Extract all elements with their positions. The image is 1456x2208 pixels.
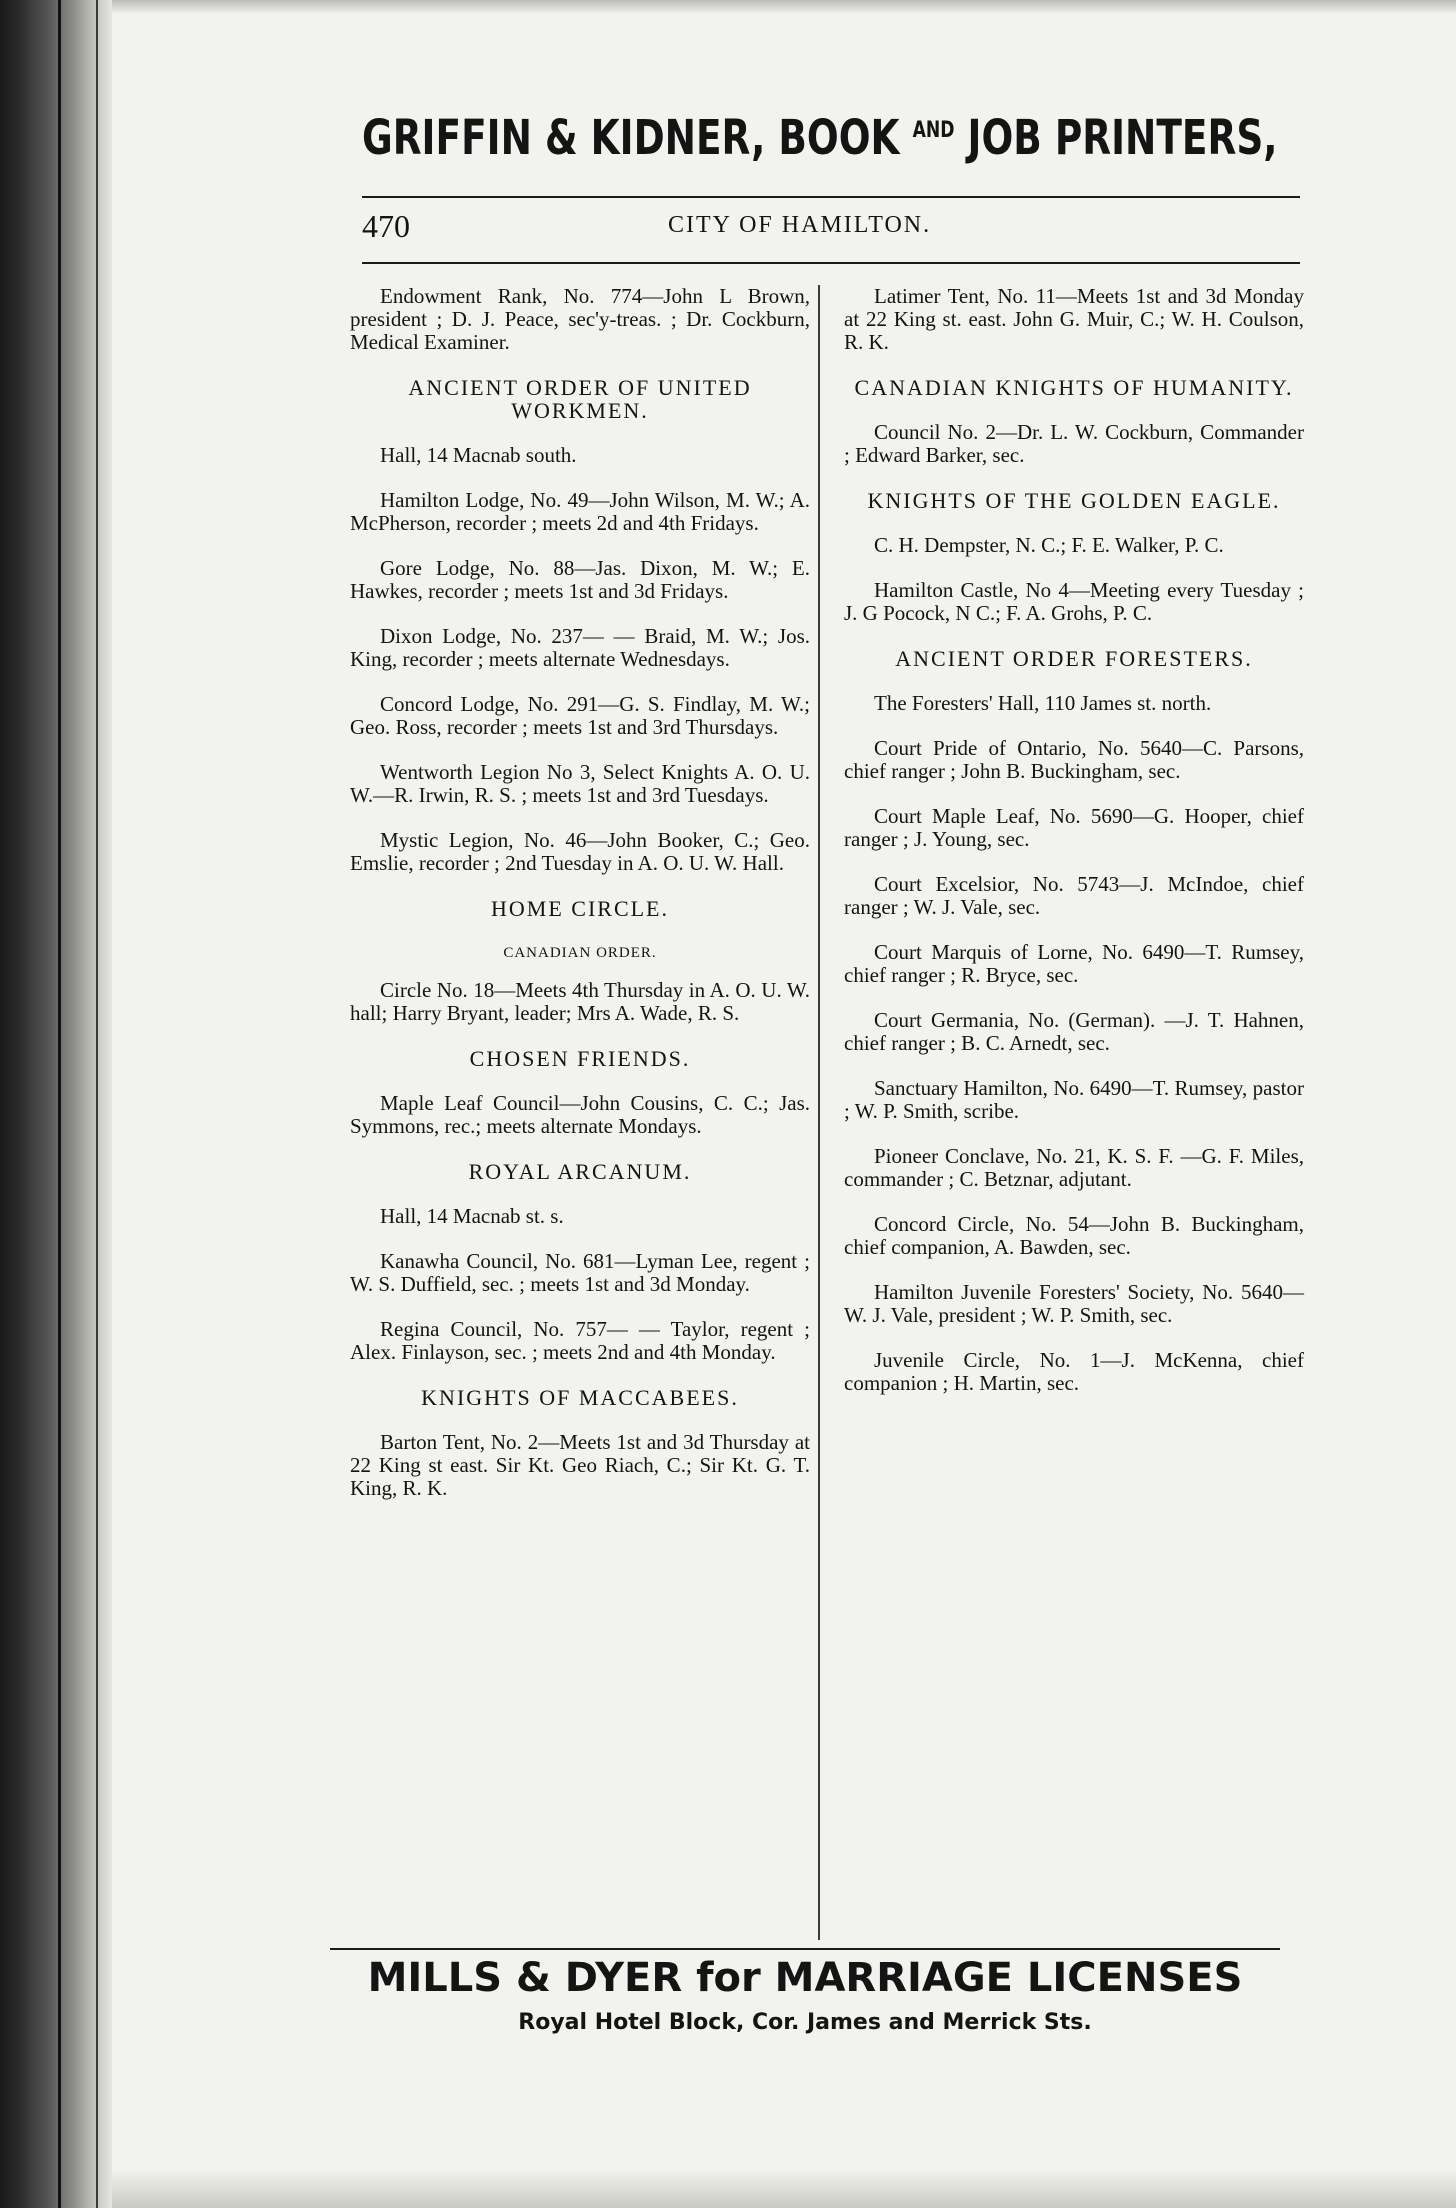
directory-entry: Court Excelsior, No. 5743—J. McIndoe, chief ranger ; W. J. Vale, sec. [844,872,1304,919]
spine-edge-line [96,0,98,2208]
directory-entry: Hamilton Lodge, No. 49—John Wilson, M. W.; A. McPherson, recorder ; meets 2d and 4th Fridays. [350,488,810,535]
directory-entry: C. H. Dempster, N. C.; F. E. Walker, P. C. [874,533,1224,557]
directory-entry: Maple Leaf Council—John Cousins, C. C.; Jas. Symmons, rec.; meets alternate Mondays. [350,1091,810,1138]
header-banner [362,110,1278,166]
directory-entry: The Foresters' Hall, 110 James st. north. [874,691,1212,715]
section-subheading: CANADIAN ORDER. [503,945,657,961]
directory-entry: Hamilton Castle, No 4—Meeting every Tuesday ; J. G Pocock, N C.; F. A. Grohs, P. C. [844,578,1304,625]
directory-entry: Council No. 2—Dr. L. W. Cockburn, Commander ; Edward Barker, sec. [844,420,1304,467]
directory-entry: Pioneer Conclave, No. 21, K. S. F. —G. F. Miles, commander ; C. Betznar, adjutant. [844,1144,1304,1191]
footer-rule [330,1948,1280,1950]
directory-entry: Kanawha Council, No. 681—Lyman Lee, regent ; W. S. Duffield, sec. ; meets 1st and 3d Monday. [350,1249,810,1296]
directory-entry: Regina Council, No. 757— — Taylor, regent ; Alex. Finlayson, sec. ; meets 2nd and 4th Monday. [350,1317,810,1364]
section-heading: CANADIAN KNIGHTS OF HUMANITY. [854,375,1294,400]
column-divider [818,285,820,1940]
header-rule [362,196,1300,198]
directory-entry: Circle No. 18—Meets 4th Thursday in A. O. U. W. hall; Harry Bryant, leader; Mrs A. Wade, R. S. [350,978,810,1025]
directory-entry: Latimer Tent, No. 11—Meets 1st and 3d Monday at 22 King st. east. John G. Muir, C.; W. H. Coulson, R. K. [844,284,1304,354]
section-heading: KNIGHTS OF THE GOLDEN EAGLE. [867,488,1281,513]
directory-entry: Hall, 14 Macnab south. [380,443,577,467]
directory-entry: Sanctuary Hamilton, No. 6490—T. Rumsey, pastor ; W. P. Smith, scribe. [844,1076,1304,1123]
directory-entry: Concord Lodge, No. 291—G. S. Findlay, M. W.; Geo. Ross, recorder ; meets 1st and 3rd Thursdays. [350,692,810,739]
section-heading: KNIGHTS OF MACCABEES. [421,1385,739,1410]
banner-left: GRIFFIN & KIDNER, BOOK [362,110,900,166]
banner-right: JOB PRINTERS, [967,110,1278,166]
directory-entry: Juvenile Circle, No. 1—J. McKenna, chief companion ; H. Martin, sec. [844,1348,1304,1395]
section-heading: ANCIENT ORDER FORESTERS. [895,646,1253,671]
directory-entry: Wentworth Legion No 3, Select Knights A. O. U. W.—R. Irwin, R. S. ; meets 1st and 3rd Tuesdays. [350,760,810,807]
page-bottom-edge [112,2170,1456,2208]
directory-entry: Court Germania, No. (German). —J. T. Hahnen, chief ranger ; B. C. Arnedt, sec. [844,1008,1304,1055]
page-top-edge [112,0,1456,14]
directory-entry: Concord Circle, No. 54—John B. Buckingham, chief companion, A. Bawden, sec. [844,1212,1304,1259]
footer-advertisement: MILLS & DYER for MARRIAGE LICENSES [367,1955,1243,2001]
spine-edge-line [58,0,61,2208]
directory-entry: Barton Tent, No. 2—Meets 1st and 3d Thursday at 22 King st east. Sir Kt. Geo Riach, C.; Sir Kt. G. T. King, R. K. [350,1430,810,1500]
directory-entry: Hamilton Juvenile Foresters' Society, No. 5640—W. J. Vale, president ; W. P. Smith, sec. [844,1280,1304,1327]
right-column [844,285,1304,1417]
section-heading: ROYAL ARCANUM. [468,1159,692,1184]
directory-entry: Mystic Legion, No. 46—John Booker, C.; Geo. Emslie, recorder ; 2nd Tuesday in A. O. U. W. Hall. [350,828,810,875]
footer-address: Royal Hotel Block, Cor. James and Merrick Sts. [518,2010,1092,2035]
running-title: CITY OF HAMILTON. [668,212,932,238]
directory-entry: Court Maple Leaf, No. 5690—G. Hooper, chief ranger ; J. Young, sec. [844,804,1304,851]
directory-entry: Gore Lodge, No. 88—Jas. Dixon, M. W.; E. Hawkes, recorder ; meets 1st and 3d Fridays. [350,556,810,603]
section-heading: HOME CIRCLE. [491,896,669,921]
section-heading: ANCIENT ORDER OF UNITED WORKMEN. [408,375,752,423]
directory-entry: Court Pride of Ontario, No. 5640—C. Parsons, chief ranger ; John B. Buckingham, sec. [844,736,1304,783]
left-column [350,285,810,1522]
directory-entry: Court Marquis of Lorne, No. 6490—T. Rumsey, chief ranger ; R. Bryce, sec. [844,940,1304,987]
title-rule [362,262,1300,264]
directory-entry: Hall, 14 Macnab st. s. [380,1204,564,1228]
directory-entry: Dixon Lodge, No. 237— — Braid, M. W.; Jos. King, recorder ; meets alternate Wednesdays. [350,624,810,671]
banner-and: AND [912,118,955,143]
directory-entry: Endowment Rank, No. 774—John L Brown, president ; D. J. Peace, sec'y-treas. ; Dr. Cockburn, Medical Examiner. [350,284,810,354]
page-number: 470 [362,208,410,244]
section-heading: CHOSEN FRIENDS. [469,1046,691,1071]
